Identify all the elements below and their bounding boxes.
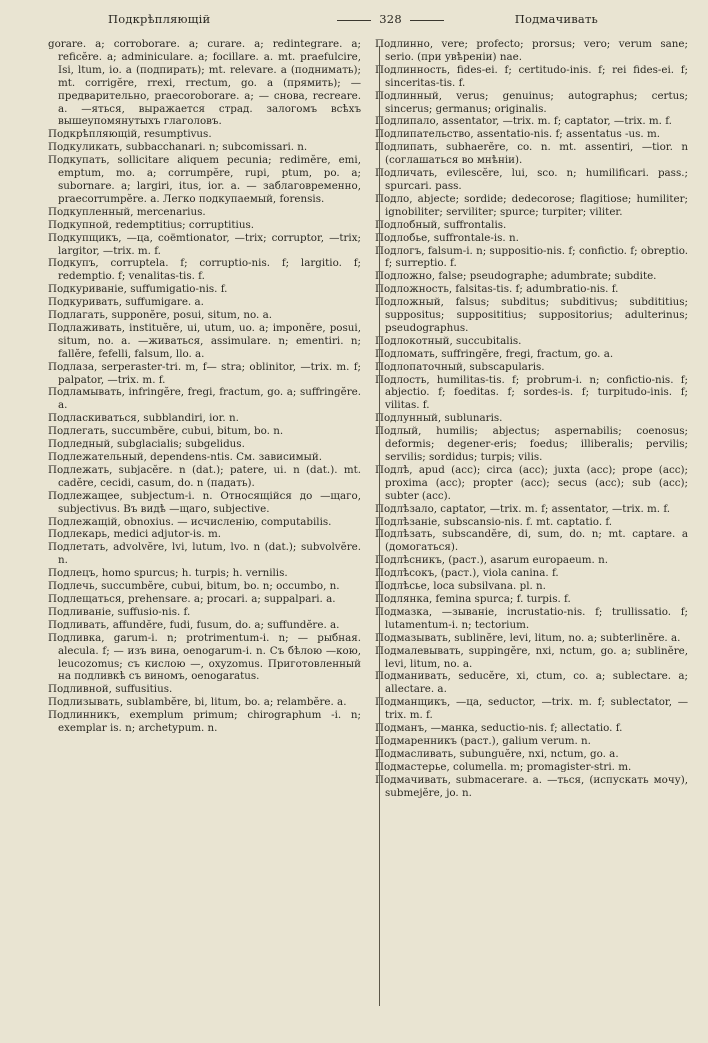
dictionary-entry: Подласкиваться, subblandiri, ior. n. xyxy=(48,412,239,425)
left-column xyxy=(48,38,361,1028)
dictionary-entry: Подманщикъ, —ца, seductor, —trix. m. f; sublectator, —trix. m. f. xyxy=(375,696,688,722)
dictionary-entry: Подлежательный, dependens-ntis. См. зависимый. xyxy=(48,451,322,463)
dictionary-entry: Подлизывать, sublambĕre, bi, litum, bo. a; relambĕre. a. xyxy=(48,696,347,709)
dictionary-entry: gorare. a; corroborare. a; curare. a; redintegrare. a; reficĕre. a; adminiculare. a; focillare. a. mt. praefulcire, Isi, ltum, io. a (подпирать); mt. relevare. a (поднимать); mt. corrigĕre, rrexi, rrectum, go. a (прямить); — предварительно, praecoroborare. a; — снова, recreare. a. —яться, выражается страд. залогомъ всѣхъ вышеупомянутыхъ глаголовъ. xyxy=(48,38,361,128)
dictionary-entry: Подливка, garum-i. n; protrimentum-i. n; — рыбная. alecula. f; — изъ вина, oenogarum-i. n. Съ бѣлою —кою, leucozomus; съ кислою —, oxyzomus. Приготовленный на подливкѣ съ виномъ, oenogaratus. xyxy=(48,631,361,683)
dictionary-entry: Подлинникъ, exemplum primum; chirographum -i. n; exemplar is. n; archetypum. n. xyxy=(48,709,361,735)
dictionary-entry: Подлость, humilitas-tis. f; probrum-i. n; confictio-nis. f; abjectio. f; foeditas. f; sordes-is. f; turpitudo-inis. f; vilitas. f. xyxy=(375,373,688,412)
dictionary-entry: Подлѣзаніе, subscansio-nis. f. mt. captatio. f. xyxy=(375,515,613,528)
dictionary-entry: Подлежащее, subjectum-i. n. Относящійся до —щаго, subjectivus. Въ видѣ —щаго, subjective. xyxy=(48,489,361,515)
header-rule-right xyxy=(410,20,444,21)
dictionary-entry: Подлипать, subhaerĕre, co. n. mt. assentiri, —tior. n (соглашаться во мнѣніи). xyxy=(375,141,688,167)
dictionary-entry: Подледный, subglacialis; subgelidus. xyxy=(48,438,245,451)
dictionary-entry: Подлѣзало, captator, —trix. m. f; assentator, —trix. m. f. xyxy=(375,502,671,515)
dictionary-entry: Подлецъ, homo spurcus; h. turpis; h. vernilis. xyxy=(48,567,288,580)
dictionary-entry: Подлогъ, falsum-i. n; suppositio-nis. f; confictio. f; obreptio. f; surreptio. f. xyxy=(375,244,688,270)
dictionary-entry: Подлагать, supponĕre, posui, situm, no. a. xyxy=(48,309,272,322)
dictionary-entry: Подмастерье, columella. m; promagister-stri. m. xyxy=(375,760,632,773)
dictionary-entry: Подломать, suffringĕre, fregi, fractum, go. a. xyxy=(375,347,614,360)
dictionary-entry: Подличать, evilescĕre, lui, sco. n; humilificari. pass.; spurcari. pass. xyxy=(375,167,688,192)
dictionary-entry: Подлежащій, obnoxius. — исчисленію, computabilis. xyxy=(48,515,332,528)
dictionary-entry: Подлежать, subjacĕre. n (dat.); patere, ui. n (dat.). mt. cadĕre, cecidi, casum, do. n (падать). xyxy=(48,463,361,489)
dictionary-entry: Подмазка, —зываніе, incrustatio-nis. f; trullissatio. f; lutamentum-i. n; tectorium. xyxy=(375,605,688,631)
dictionary-entry: Подлунный, sublunaris. xyxy=(375,412,503,425)
dictionary-entry: Подлечь, succumbĕre, cubui, bitum, bo. n; occumbo, n. xyxy=(48,580,340,593)
two-column-body xyxy=(22,38,688,1028)
dictionary-entry: Подлинность, fides-ei. f; certitudo-inis. f; rei fides-ei. f; sinceritas-tis. f. xyxy=(375,63,688,89)
dictionary-entry: Подкупщикъ, —ца, coëmtionator, —trix; corruptor, —trix; largitor, —trix. m. f. xyxy=(48,231,361,257)
dictionary-entry: Подлекарь, medici adjutor-is. m. xyxy=(48,528,222,541)
dictionary-entry: Подложность, falsitas-tis. f; adumbratio-nis. f. xyxy=(375,283,619,296)
dictionary-entry: Подкуликать, subbacchanari. n; subcomissari. n. xyxy=(48,141,308,154)
dictionary-entry: Подлокотный, succubitalis. xyxy=(375,334,522,347)
dictionary-entry: Подманъ, —манка, seductio-nis. f; allectatio. f. xyxy=(375,722,623,735)
dictionary-entry: Подло, abjecte; sordide; dedecorose; flagitiose; humiliter; ignobiliter; serviliter; spurce; turpiter; viliter. xyxy=(375,192,688,218)
dictionary-entry: Подлипало, assentator, —trix. m. f; captator, —trix. m. f. xyxy=(375,115,672,128)
dictionary-entry: Подмачивать, submacerare. a. —ться, (испускать мочу), submejĕre, jo. n. xyxy=(375,773,688,799)
dictionary-entry: Подложный, falsus; subditus; subditivus; subdititius; suppositus; supposititius; suppositorius; adulterinus; pseudographus. xyxy=(375,296,688,334)
dictionary-entry: Подлаза, serperaster-tri. m, f— stra; oblinitor, —trix. m. f; palpator, —trix. m. f. xyxy=(48,360,361,386)
dictionary-entry: Подкуривать, suffumigare. a. xyxy=(48,296,204,309)
dictionary-entry: Подмазывать, sublinĕre, levi, litum, no. a; subterlinĕre. a. xyxy=(375,631,681,644)
dictionary-entry: Подмалевывать, suppingĕre, nxi, nctum, go. a; sublinĕre, levi, litum, no. a. xyxy=(375,644,688,670)
dictionary-entry: Подмасливать, subunguĕre, nxi, nctum, go. a. xyxy=(375,747,619,760)
dictionary-entry: Подлинный, verus; genuinus; autographus; certus; sincerus; germanus; originalis. xyxy=(375,89,688,115)
header-rule-left xyxy=(337,20,371,21)
dictionary-entry: Подлѣсье, loca subsilvana. pl. n. xyxy=(375,580,546,593)
dictionary-entry: Подкупной, redemptitius; corruptitius. xyxy=(48,218,255,231)
right-column xyxy=(375,38,688,1028)
dictionary-entry: Подлаживать, instituĕre, ui, utum, uo. a; imponĕre, posui, situm, no. a. —живаться, assimulare. n; ementiri. n; fallĕre, fefelli, falsum, llo. a. xyxy=(48,321,361,360)
dictionary-entry: Подлинно, vere; profecto; prorsus; vero; verum sane; serio. (при увѣреніи) nae. xyxy=(375,38,688,63)
dictionary-entry: Подливной, suffusitius. xyxy=(48,683,173,696)
dictionary-entry: Подкупленный, mercenarius. xyxy=(48,205,206,218)
dictionary-entry: Подлегать, succumbĕre, cubui, bitum, bo. n. xyxy=(48,425,284,438)
header-right-guide-word: Подмачивать xyxy=(514,12,598,26)
dictionary-entry: Подложно, false; pseudographe; adumbrate; subdite. xyxy=(375,270,657,283)
dictionary-entry: Подлобный, suffrontalis. xyxy=(375,218,507,231)
dictionary-entry: Подлѣзать, subscandĕre, di, sum, do. n; mt. captare. a (домогаться). xyxy=(375,528,688,554)
dictionary-entry: Подкупать, sollicitare aliquem pecunia; redimĕre, emi, emptum, mo. a; corrumpĕre, rupi, ptum, po. a; subornare. a; largiri, itus, ior. a. — заблаговременно, praecorrumpĕre. a. Легко подкупаемый, forensis. xyxy=(48,154,361,205)
header-left-guide-word: Подкрѣпляющій xyxy=(108,12,211,26)
page-number xyxy=(333,12,447,26)
dictionary-entry: Подлещаться, prehensare. a; procari. a; suppalpari. a. xyxy=(48,592,336,605)
dictionary-entry: Подливаніе, suffusio-nis. f. xyxy=(48,605,191,618)
running-header xyxy=(22,0,688,38)
column-divider xyxy=(379,46,380,1006)
dictionary-entry: Подлѣсокъ, (раст.), viola canina. f. xyxy=(375,567,559,580)
dictionary-entry: Подлѣсникъ, (раст.), asarum europaeum. n. xyxy=(375,554,609,567)
dictionary-entry: Подманивать, seducĕre, xi, ctum, co. a; sublectare. a; allectare. a. xyxy=(375,670,688,696)
dictionary-entry: Подлетать, advolvĕre, lvi, lutum, lvo. n (dat.); subvolvĕre. n. xyxy=(48,541,361,567)
dictionary-entry: Подлый, humilis; abjectus; aspernabilis; coenosus; deformis; degener-eris; foedus; illiberalis; pervilis; servilis; sordidus; turpis; vilis. xyxy=(375,425,688,463)
dictionary-entry: Подлѣ, apud (acc); circa (acc); juxta (acc); prope (acc); proxima (acc); propter (acc); secus (acc); sub (acc); subter (acc). xyxy=(375,463,688,502)
dictionary-entry: Подкупъ, corruptela. f; corruptio-nis. f; largitio. f; redemptio. f; venalitas-tis. f. xyxy=(48,257,361,283)
dictionary-entry: Подлянка, femina spurca; f. turpis. f. xyxy=(375,592,571,605)
dictionary-entry: Подлопаточный, subscapularis. xyxy=(375,360,545,373)
dictionary-entry: Подкуриваніе, suffumigatio-nis. f. xyxy=(48,283,228,296)
dictionary-entry: Подлобье, suffrontale-is. n. xyxy=(375,231,519,244)
dictionary-entry: Подламывать, infringĕre, fregi, fractum, go. a; suffringĕre. a. xyxy=(48,386,361,412)
dictionary-entry: Подлипательство, assentatio-nis. f; assentatus -us. m. xyxy=(375,128,661,141)
page-number-text: 328 xyxy=(379,12,402,26)
dictionary-entry: Подмаренникъ (раст.), galium verum. n. xyxy=(375,734,591,747)
dictionary-entry: Подкрѣпляющій, resumptivus. xyxy=(48,128,212,141)
dictionary-entry: Подливать, affundĕre, fudi, fusum, do. a; suffundĕre. a. xyxy=(48,618,340,631)
